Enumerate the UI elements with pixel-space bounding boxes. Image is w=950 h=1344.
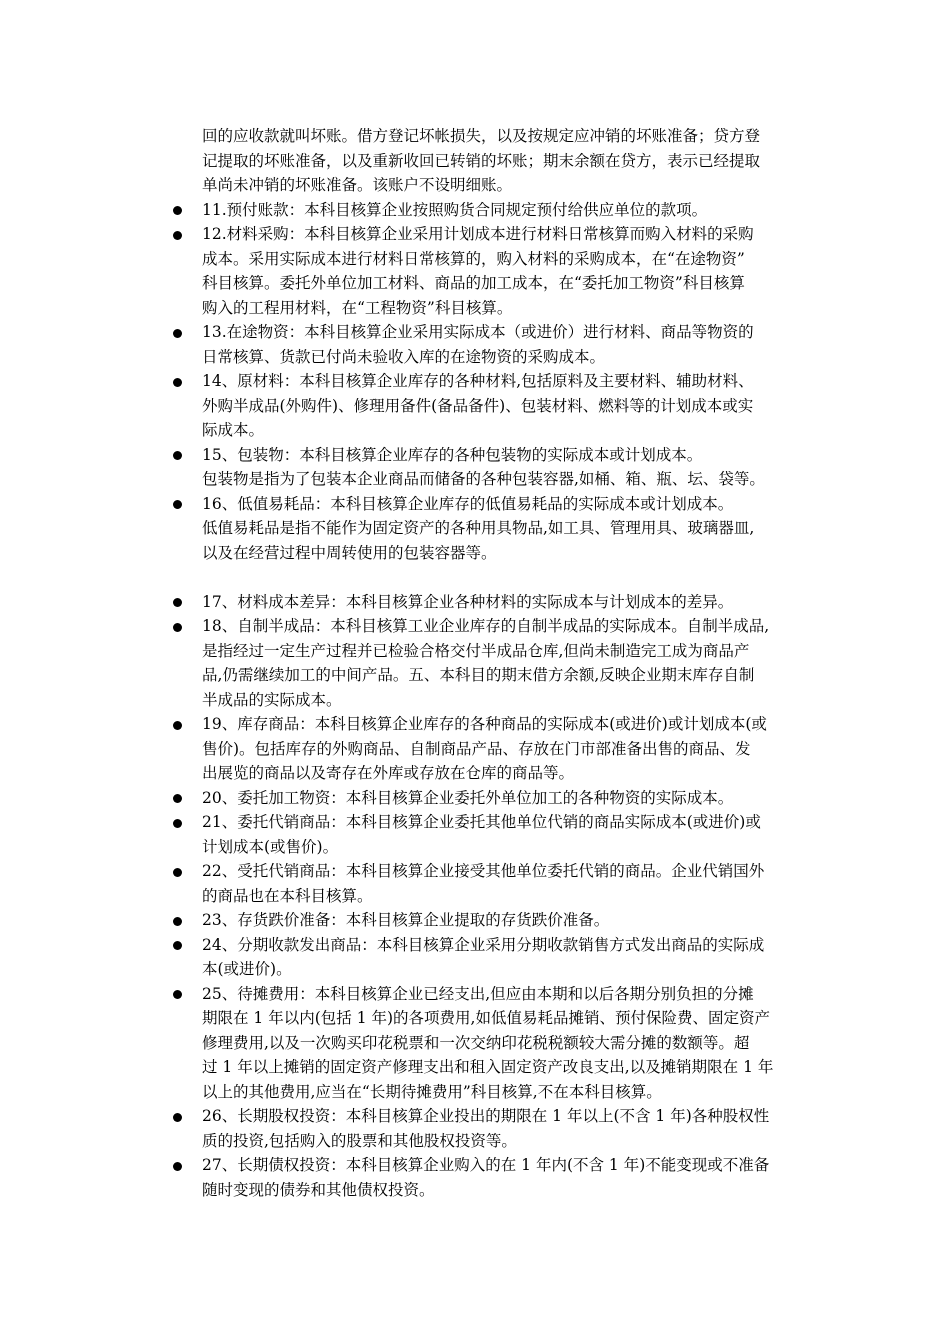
list-item-line: 包装物是指为了包装本企业商品而储备的各种包装容器,如桶、箱、瓶、坛、袋等。 (202, 470, 765, 488)
list-item-line: 质的投资,包括购入的股票和其他股权投资等。 (202, 1131, 517, 1150)
bullet-icon (173, 941, 182, 950)
list-item-line: 19、库存商品：本科目核算企业库存的各种商品的实际成本(或进价)或计划成本(或 (202, 715, 767, 733)
list-item-line: 半成品的实际成本。 (202, 690, 342, 709)
list-item-line: 24、分期收款发出商品：本科目核算企业采用分期收款销售方式发出商品的实际成 (202, 935, 765, 954)
bullet-icon (173, 1162, 182, 1171)
bullet-icon (173, 378, 182, 387)
list-item-line: 26、长期股权投资：本科目核算企业投出的期限在 1 年以上(不含 1 年)各种股权性 (202, 1107, 770, 1125)
list-item-line: 11.预付账款：本科目核算企业按照购货合同规定预付给供应单位的款项。 (202, 200, 708, 219)
list-item-line: 成本。采用实际成本进行材料日常核算的，购入材料的采购成本，在“在途物资” (202, 249, 745, 268)
list-item (170, 492, 810, 566)
bullet-icon (173, 500, 182, 509)
list-item (170, 369, 810, 443)
bullet-icon (173, 917, 182, 926)
list-item-line: 12.材料采购：本科目核算企业采用计划成本进行材料日常核算而购入材料的采购 (202, 225, 754, 243)
bullet-icon (173, 231, 182, 240)
list-item-line: 23、存货跌价准备：本科目核算企业提取的存货跌价准备。 (202, 911, 610, 929)
list-item (170, 859, 810, 908)
bullet-icon (173, 721, 182, 730)
bullet-icon (173, 598, 182, 607)
bullet-icon (173, 623, 182, 632)
list-item-line: 21、委托代销商品：本科目核算企业委托其他单位代销的商品实际成本(或进价)或 (202, 813, 761, 831)
list-item-line: 过 1 年以上摊销的固定资产修理支出和租入固定资产改良支出,以及摊销期限在 1 年 (202, 1058, 774, 1076)
intro-line: 回的应收款就叫坏账。借方登记坏帐损失，以及按规定应冲销的坏账准备；贷方登 (202, 127, 761, 145)
intro-paragraph (170, 124, 810, 198)
list-item-line: 品,仍需继续加工的中间产品。五、本科目的期末借方余额,反映企业期末库存自制 (202, 666, 755, 684)
list-item (170, 198, 810, 223)
bullet-icon (173, 206, 182, 215)
list-item-line: 20、委托加工物资：本科目核算企业委托外单位加工的各种物资的实际成本。 (202, 788, 734, 807)
list-item-line: 以及在经营过程中周转使用的包装容器等。 (202, 543, 497, 562)
list-item (170, 590, 810, 615)
bullet-icon (173, 868, 182, 877)
list-item (170, 908, 810, 933)
list-item-line: 购入的工程用材料，在“工程物资”科目核算。 (202, 298, 513, 317)
bullet-icon (173, 819, 182, 828)
list-item (170, 933, 810, 982)
list-item-line: 期限在 1 年以内(包括 1 年)的各项费用,如低值易耗品摊销、预付保险费、固定资产 (202, 1009, 770, 1027)
bullet-icon (173, 794, 182, 803)
list-item (170, 1153, 810, 1202)
list-item-line: 27、长期债权投资：本科目核算企业购入的在 1 年内(不含 1 年)不能变现或不准备 (202, 1156, 770, 1174)
list-item (170, 222, 810, 320)
list-item-line: 计划成本(或售价)。 (202, 837, 339, 856)
list-item-line: 13.在途物资：本科目核算企业采用实际成本（或进价）进行材料、商品等物资的 (202, 323, 754, 341)
list-item-line: 15、包装物：本科目核算企业库存的各种包装物的实际成本或计划成本。 (202, 445, 703, 464)
list-item (170, 1104, 810, 1153)
list-item-line: 以上的其他费用,应当在“长期待摊费用”科目核算,不在本科目核算。 (202, 1082, 662, 1101)
list-item-line: 低值易耗品是指不能作为固定资产的各种用具物品,如工具、管理用具、玻璃器皿, (202, 519, 755, 537)
list-item (170, 786, 810, 811)
bullet-icon (173, 990, 182, 999)
list-item (170, 810, 810, 859)
list-item-line: 16、低值易耗品：本科目核算企业库存的低值易耗品的实际成本或计划成本。 (202, 494, 734, 513)
list-item (170, 614, 810, 712)
bullet-list (170, 198, 810, 1203)
list-item-line: 日常核算、货款已付尚未验收入库的在途物资的采购成本。 (202, 347, 606, 366)
bullet-icon (173, 451, 182, 460)
bullet-icon (173, 1113, 182, 1122)
document-body (170, 124, 810, 1202)
list-item-line: 17、材料成本差异：本科目核算企业各种材料的实际成本与计划成本的差异。 (202, 592, 734, 611)
list-item-line: 外购半成品(外购件)、修理用备件(备品备件)、包装材料、燃料等的计划成本或实 (202, 396, 754, 415)
list-item-line: 本(或进价)。 (202, 960, 292, 978)
list-item-line: 的商品也在本科目核算。 (202, 886, 373, 905)
intro-line: 单尚未冲销的坏账准备。该账户不设明细账。 (202, 176, 513, 194)
intro-line: 记提取的坏账准备，以及重新收回已转销的坏账；期末余额在贷方，表示已经提取 (202, 151, 761, 170)
list-item-line: 售价)。包括库存的外购商品、自制商品产品、存放在门市部准备出售的商品、发 (202, 739, 751, 758)
list-item-line: 出展览的商品以及寄存在外库或存放在仓库的商品等。 (202, 764, 575, 782)
list-item (170, 443, 810, 492)
list-item-line: 14、原材料：本科目核算企业库存的各种材料,包括原料及主要材料、辅助材料、 (202, 372, 754, 390)
list-item-line: 22、受托代销商品：本科目核算企业接受其他单位委托代销的商品。企业代销国外 (202, 862, 765, 880)
list-item-line: 18、自制半成品：本科目核算工业企业库存的自制半成品的实际成本。自制半成品, (202, 617, 770, 635)
list-item-line: 际成本。 (202, 421, 265, 439)
list-item-line: 修理费用,以及一次购买印花税票和一次交纳印花税税额较大需分摊的数额等。超 (202, 1033, 750, 1052)
list-item (170, 982, 810, 1105)
list-item-line: 科目核算。委托外单位加工材料、商品的加工成本，在“委托加工物资”科目核算 (202, 274, 745, 292)
blank-line (170, 565, 810, 590)
list-item-line: 是指经过一定生产过程并已检验合格交付半成品仓库,但尚未制造完工成为商品产 (202, 641, 750, 660)
list-item-line: 随时变现的债券和其他债权投资。 (202, 1180, 435, 1199)
list-item (170, 712, 810, 786)
list-item-line: 25、待摊费用：本科目核算企业已经支出,但应由本期和以后各期分别负担的分摊 (202, 984, 754, 1003)
list-item (170, 320, 810, 369)
bullet-icon (173, 329, 182, 338)
